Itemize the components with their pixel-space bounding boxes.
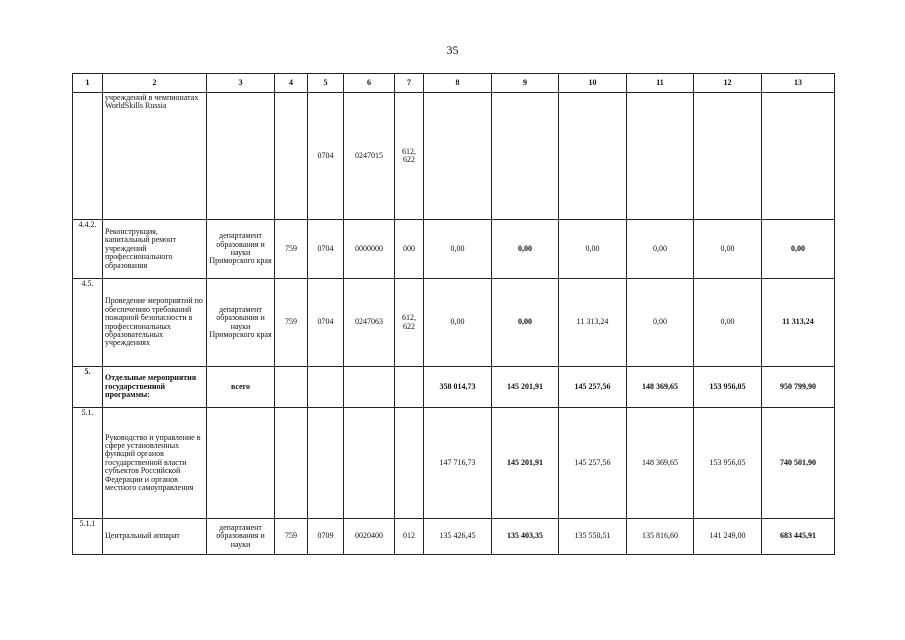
- item-name: Проведение мероприятий по обеспечению требований пожарной безопасности в профессиональных образовательных учреждениях: [103, 279, 207, 367]
- value-cell: 153 956,05: [694, 408, 762, 519]
- total-cell: [762, 93, 835, 220]
- header-cell: 7: [395, 74, 424, 93]
- value-cell: 135 816,60: [627, 519, 694, 555]
- header-cell: 11: [627, 74, 694, 93]
- executor: департамент образования и науки Приморского края: [207, 279, 275, 367]
- table-row: [73, 220, 835, 279]
- value-cell: 141 249,00: [694, 519, 762, 555]
- header-row: [73, 74, 835, 93]
- value-cell: 0,00: [627, 220, 694, 279]
- budget-table: [72, 73, 835, 555]
- item-name: Центральный аппарат: [103, 519, 207, 555]
- executor: всего: [207, 367, 275, 408]
- value-cell: 0,00: [559, 220, 627, 279]
- value-cell: 135 550,51: [559, 519, 627, 555]
- value-cell: 0,00: [627, 279, 694, 367]
- value-cell: [694, 93, 762, 220]
- grbs-code: 759: [275, 519, 308, 555]
- grbs-code: [275, 408, 308, 519]
- item-number: 5.1.: [73, 408, 103, 519]
- target-code: 0247063: [344, 279, 395, 367]
- table-row: [73, 279, 835, 367]
- executor: департамент образования и науки: [207, 519, 275, 555]
- value-cell: 135 403,35: [492, 519, 559, 555]
- expense-code: 000: [395, 220, 424, 279]
- value-cell: 0,00: [424, 220, 492, 279]
- value-cell: [424, 93, 492, 220]
- header-cell: 1: [73, 74, 103, 93]
- item-name: Отдельные мероприятия государственной программы:: [103, 367, 207, 408]
- value-cell: 0,00: [492, 220, 559, 279]
- grbs-code: 759: [275, 220, 308, 279]
- value-cell: [492, 93, 559, 220]
- header-cell: 4: [275, 74, 308, 93]
- table-row: [73, 93, 835, 220]
- grbs-code: [275, 367, 308, 408]
- total-cell: 950 799,90: [762, 367, 835, 408]
- item-number: 5.: [73, 367, 103, 408]
- header-cell: 8: [424, 74, 492, 93]
- value-cell: 147 716,73: [424, 408, 492, 519]
- table-row: [73, 408, 835, 519]
- section-code: [308, 408, 344, 519]
- item-name: Реконструкция, капитальный ремонт учреждений профессионального образования: [103, 220, 207, 279]
- section-code: 0709: [308, 519, 344, 555]
- section-code: 0704: [308, 220, 344, 279]
- item-number: [73, 93, 103, 220]
- section-code: 0704: [308, 279, 344, 367]
- value-cell: 145 201,91: [492, 408, 559, 519]
- value-cell: 11 313,24: [559, 279, 627, 367]
- header-cell: 3: [207, 74, 275, 93]
- value-cell: [627, 93, 694, 220]
- page-number: 35: [446, 43, 459, 57]
- table-row: [73, 519, 835, 555]
- target-code: [344, 408, 395, 519]
- executor: [207, 408, 275, 519]
- item-name: учреждений в чемпионатах WorldSkills Russia: [103, 93, 207, 220]
- header-cell: 2: [103, 74, 207, 93]
- value-cell: 145 257,56: [559, 408, 627, 519]
- total-cell: 0,00: [762, 220, 835, 279]
- header-cell: 9: [492, 74, 559, 93]
- item-number: 4.4.2.: [73, 220, 103, 279]
- value-cell: 0,00: [694, 279, 762, 367]
- value-cell: 135 426,45: [424, 519, 492, 555]
- section-code: [308, 367, 344, 408]
- item-number: 5.1.1: [73, 519, 103, 555]
- total-cell: 740 501,90: [762, 408, 835, 519]
- expense-code: 612, 622: [395, 279, 424, 367]
- target-code: [344, 367, 395, 408]
- target-code: 0000000: [344, 220, 395, 279]
- section-code: 0704: [308, 93, 344, 220]
- header-cell: 10: [559, 74, 627, 93]
- grbs-code: [275, 93, 308, 220]
- table-row: [73, 367, 835, 408]
- header-cell: 13: [762, 74, 835, 93]
- value-cell: 145 257,56: [559, 367, 627, 408]
- expense-code: 612, 622: [395, 93, 424, 220]
- value-cell: 0,00: [492, 279, 559, 367]
- value-cell: [559, 93, 627, 220]
- total-cell: 11 313,24: [762, 279, 835, 367]
- item-name: Руководство и управление в сфере установленных функций органов государственной власти субъектов Российской Федерации и органов местного самоуправления: [103, 408, 207, 519]
- executor: [207, 93, 275, 220]
- item-number: 4.5.: [73, 279, 103, 367]
- value-cell: 145 201,91: [492, 367, 559, 408]
- value-cell: 153 956,05: [694, 367, 762, 408]
- value-cell: 148 369,65: [627, 408, 694, 519]
- total-cell: 683 445,91: [762, 519, 835, 555]
- expense-code: 012: [395, 519, 424, 555]
- grbs-code: 759: [275, 279, 308, 367]
- value-cell: 0,00: [694, 220, 762, 279]
- value-cell: 358 014,73: [424, 367, 492, 408]
- executor: департамент образования и науки Приморского края: [207, 220, 275, 279]
- expense-code: [395, 367, 424, 408]
- header-cell: 6: [344, 74, 395, 93]
- value-cell: 0,00: [424, 279, 492, 367]
- target-code: 0247015: [344, 93, 395, 220]
- header-cell: 5: [308, 74, 344, 93]
- header-cell: 12: [694, 74, 762, 93]
- expense-code: [395, 408, 424, 519]
- value-cell: 148 369,65: [627, 367, 694, 408]
- target-code: 0020400: [344, 519, 395, 555]
